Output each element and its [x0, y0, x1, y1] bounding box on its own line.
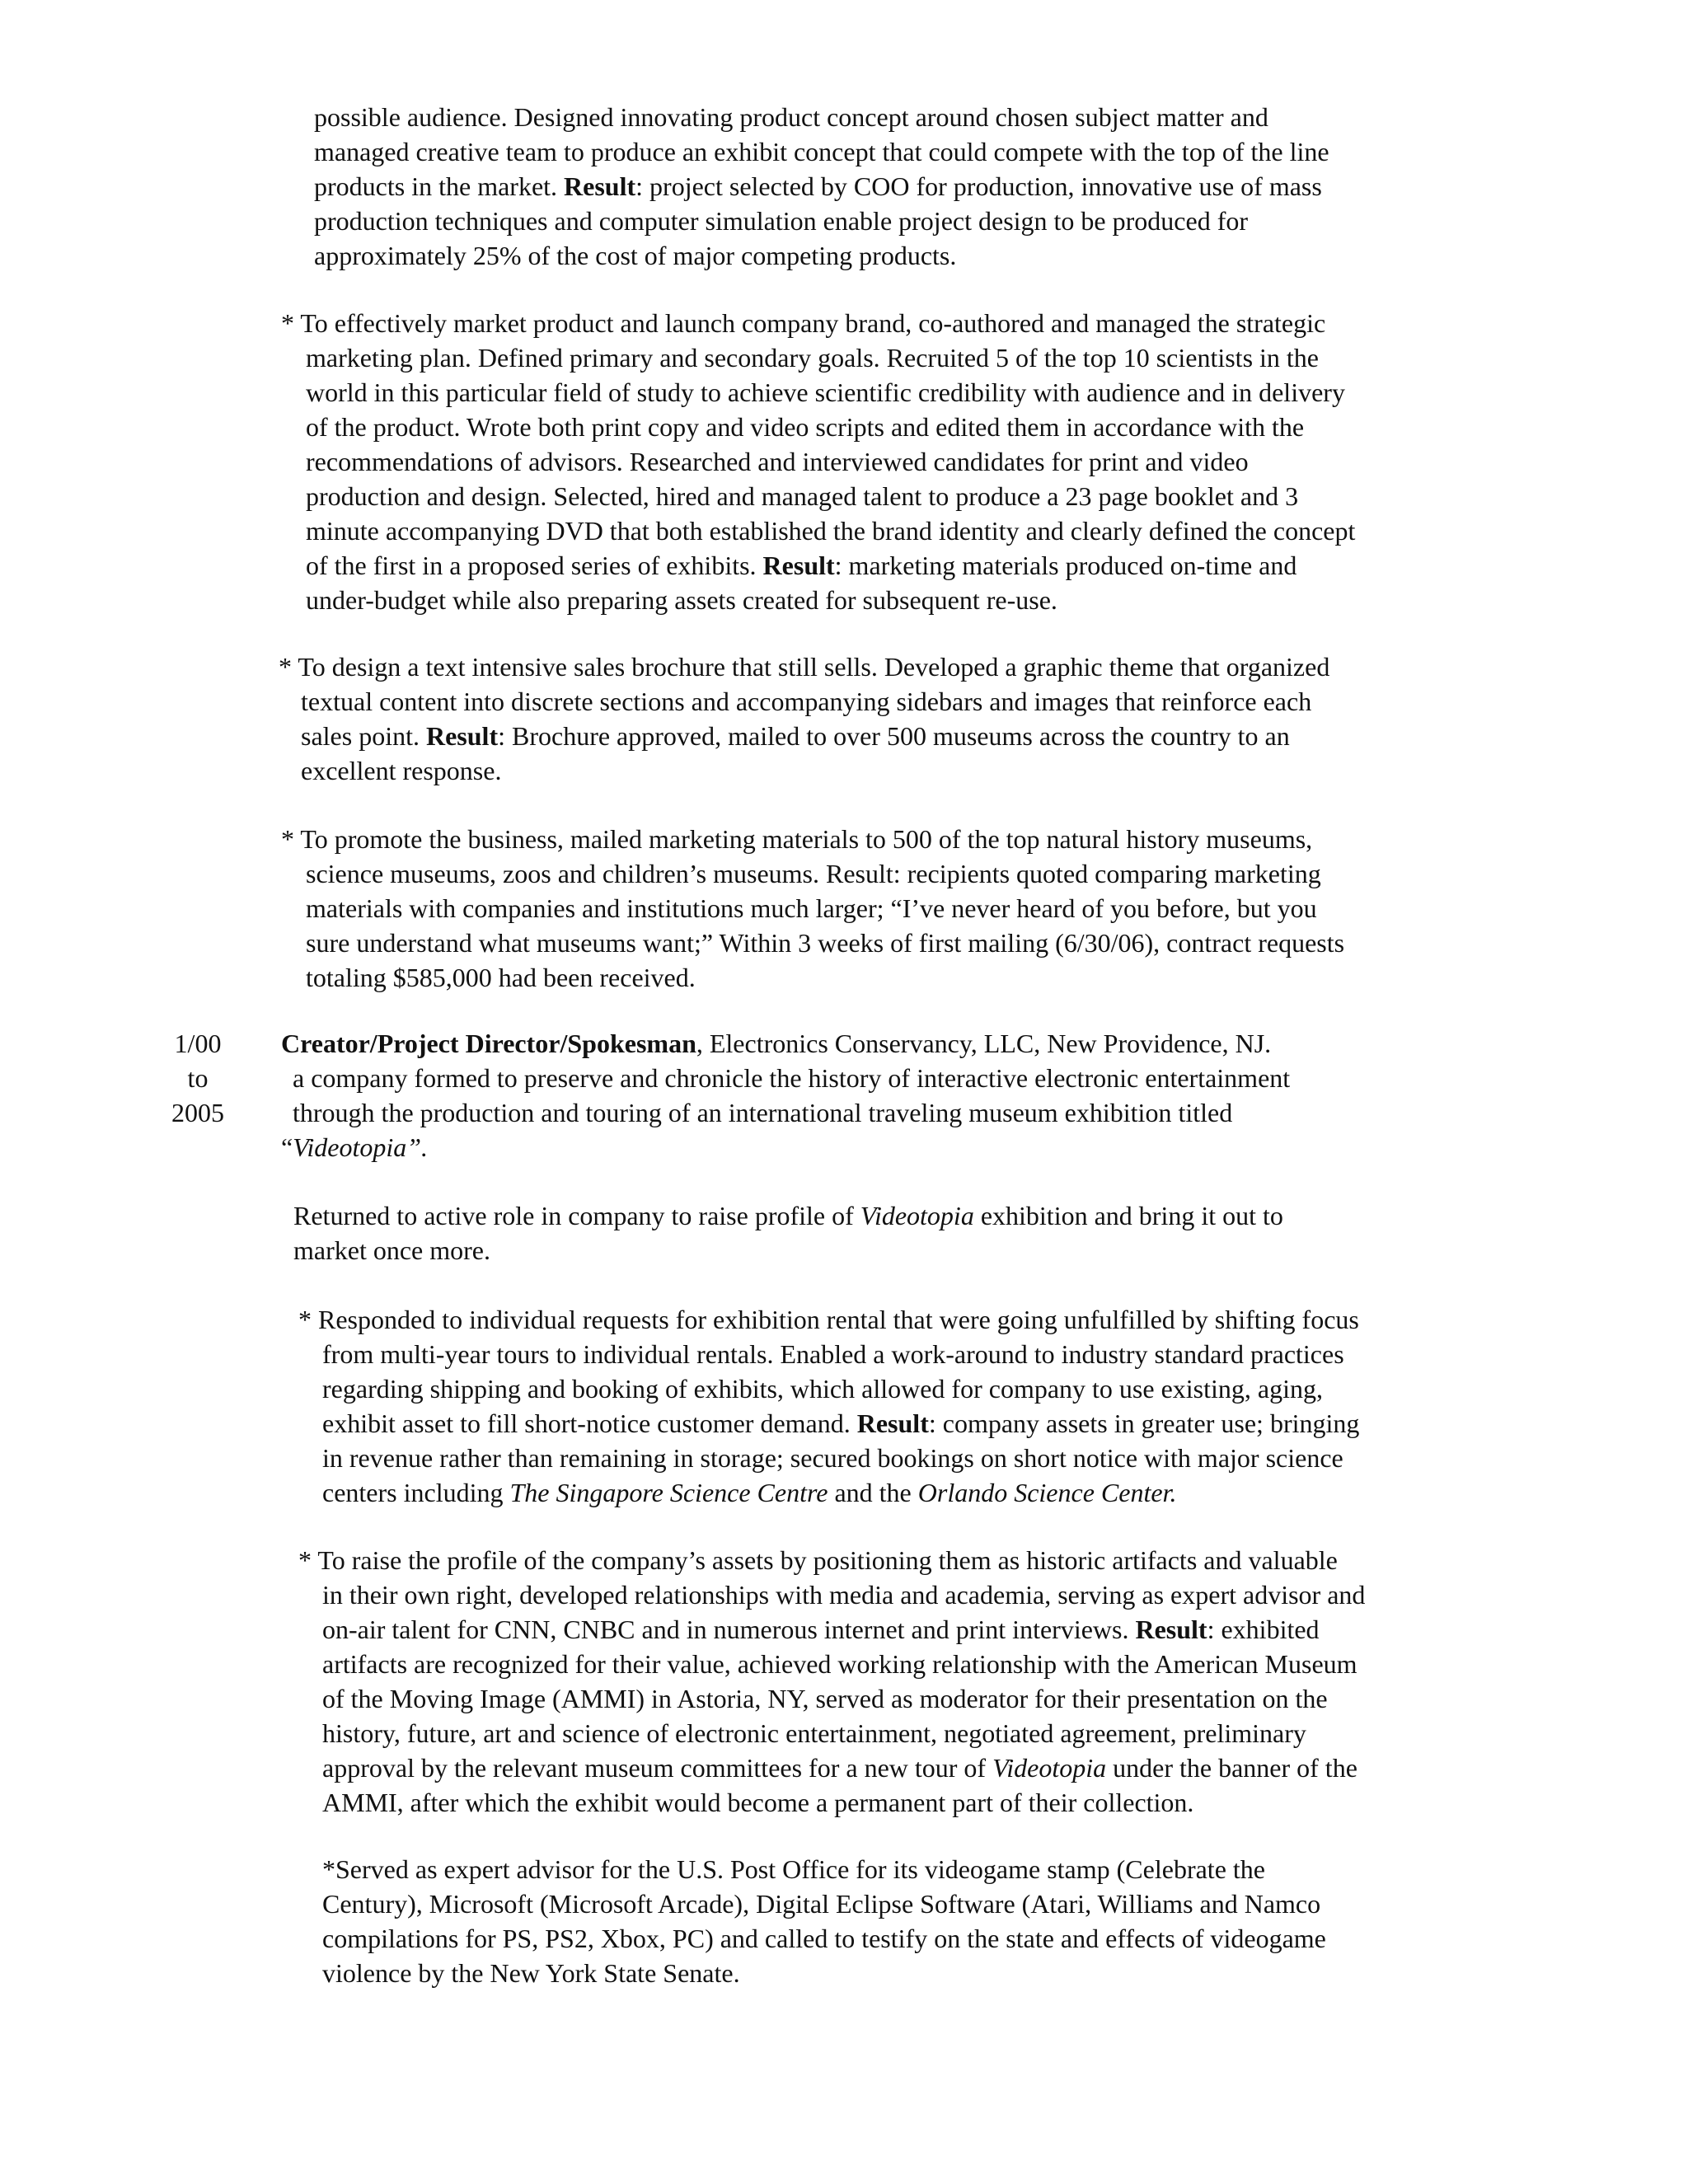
bullet-first-line: * To effectively market product and launch company brand, co-authored and managed the strategic [281, 308, 1326, 338]
text-line: marketing plan. Defined primary and secondary goals. Recruited 5 of the top 10 scientists in the [306, 343, 1319, 373]
bullet-first-line: *Served as expert advisor for the U.S. Post Office for its videogame stamp (Celebrate the [322, 1854, 1265, 1884]
text-line: on-air talent for CNN, CNBC and in numerous internet and print interviews. Result: exhibited [322, 1615, 1320, 1644]
text-line: textual content into discrete sections and accompanying sidebars and images that reinforce each [301, 687, 1312, 716]
text-line: market once more. [293, 1235, 490, 1265]
text-line: approximately 25% of the cost of major competing products. [314, 241, 957, 270]
text-line: materials with companies and institutions much larger; “I’ve never heard of you before, but you [306, 893, 1317, 923]
text-line: science museums, zoos and children’s museums. Result: recipients quoted comparing marketing [306, 859, 1321, 888]
bullet-first-line: * Responded to individual requests for exhibition rental that were going unfulfilled by shifting focus [298, 1305, 1359, 1334]
text-line: minute accompanying DVD that both established the brand identity and clearly defined the concept [306, 516, 1356, 546]
text-line: from multi-year tours to individual rentals. Enabled a work-around to industry standard practices [322, 1339, 1344, 1369]
text-line: world in this particular field of study to achieve scientific credibility with audience and in delivery [306, 377, 1345, 407]
text-line: Century), Microsoft (Microsoft Arcade), Digital Eclipse Software (Atari, Williams and Namco [322, 1889, 1321, 1919]
text-line: compilations for PS, PS2, Xbox, PC) and called to testify on the state and effects of videogame [322, 1924, 1326, 1953]
text-line: regarding shipping and booking of exhibits, which allowed for company to use existing, aging, [322, 1374, 1323, 1404]
text-line: recommendations of advisors. Researched and interviewed candidates for print and video [306, 447, 1249, 476]
text-line: managed creative team to produce an exhibit concept that could compete with the top of the line [314, 137, 1329, 166]
bullet-first-line: * To promote the business, mailed marketing materials to 500 of the top natural history museums, [281, 824, 1313, 854]
position-dates [157, 1026, 239, 1130]
promote-bullet [281, 822, 1344, 995]
bullet-first-line: * To design a text intensive sales brochure that still sells. Developed a graphic theme that organized [279, 652, 1330, 682]
result-label: Result [762, 551, 835, 580]
text-line: possible audience. Designed innovating product concept around chosen subject matter and [314, 102, 1268, 132]
text-line: of the product. Wrote both print copy and video scripts and edited them in accordance with the [306, 412, 1305, 442]
returned-paragraph [293, 1198, 1283, 1268]
text-line: products in the market. Result: project selected by COO for production, innovative use of mass [314, 171, 1322, 201]
text-line: Returned to active role in company to raise profile of Videotopia exhibition and bring it out to [293, 1201, 1283, 1230]
result-label: Result [856, 1408, 929, 1438]
text-line: approval by the relevant museum committees for a new tour of Videotopia under the banner of the [322, 1753, 1357, 1783]
rental-bullet [298, 1302, 1359, 1510]
result-label: Result [564, 171, 636, 201]
marketing-bullet [281, 306, 1355, 617]
position-heading [281, 1026, 1290, 1165]
text-line: violence by the New York State Senate. [322, 1958, 740, 1988]
advisor-bullet [322, 1852, 1326, 1990]
text-line: centers including The Singapore Science Centre and the Orlando Science Center. [322, 1478, 1177, 1507]
text-line: AMMI, after which the exhibit would become a permanent part of their collection. [322, 1788, 1194, 1817]
date-to: 2005 [171, 1098, 224, 1127]
result-label: Result [1135, 1615, 1207, 1644]
text-line: production techniques and computer simulation enable project design to be produced for [314, 206, 1248, 236]
employer: , Electronics Conservancy, LLC, New Providence, NJ. [696, 1029, 1272, 1058]
text-line: of the first in a proposed series of exhibits. Result: marketing materials produced on-time and [306, 551, 1297, 580]
text-line: excellent response. [301, 756, 502, 785]
bullet-first-line: * To raise the profile of the company’s assets by positioning them as historic artifacts and valuable [298, 1545, 1338, 1575]
text-line: history, future, art and science of electronic entertainment, negotiated agreement, preliminary [322, 1718, 1306, 1748]
text-line: production and design. Selected, hired and managed talent to produce a 23 page booklet and 3 [306, 481, 1299, 511]
exhibition-title-line: “Videotopia”. [281, 1132, 429, 1162]
text-line: sales point. Result: Brochure approved, mailed to over 500 museums across the country to an [301, 721, 1290, 751]
exhibition-title: Videotopia”. [293, 1132, 429, 1162]
text-line: artifacts are recognized for their value, achieved working relationship with the American Museum [322, 1649, 1357, 1679]
text-line: totaling $585,000 had been received. [306, 963, 696, 992]
text-line: sure understand what museums want;” Within 3 weeks of first mailing (6/30/06), contract requests [306, 928, 1345, 958]
date-from: 1/00 [174, 1029, 222, 1058]
date-to-word: to [187, 1063, 209, 1093]
profile-bullet [298, 1543, 1365, 1820]
text-line: of the Moving Image (AMMI) in Astoria, NY, served as moderator for their presentation on the [322, 1684, 1328, 1713]
result-label: Result [425, 721, 499, 751]
brochure-bullet [279, 649, 1329, 788]
position-title: Creator/Project Director/Spokesman [281, 1029, 696, 1058]
intro-paragraph [314, 100, 1329, 273]
text-line: a company formed to preserve and chronicle the history of interactive electronic entertainment [293, 1063, 1291, 1093]
text-line: through the production and touring of an international traveling museum exhibition titled [293, 1098, 1233, 1127]
text-line: exhibit asset to fill short-notice customer demand. Result: company assets in greater use; bringing [322, 1408, 1360, 1438]
position-title-line [281, 1026, 1290, 1061]
text-line: under-budget while also preparing assets created for subsequent re-use. [306, 585, 1057, 615]
text-line: in revenue rather than remaining in storage; secured bookings on short notice with major science [322, 1443, 1343, 1473]
text-line: in their own right, developed relationships with media and academia, serving as expert advisor and [322, 1580, 1366, 1610]
